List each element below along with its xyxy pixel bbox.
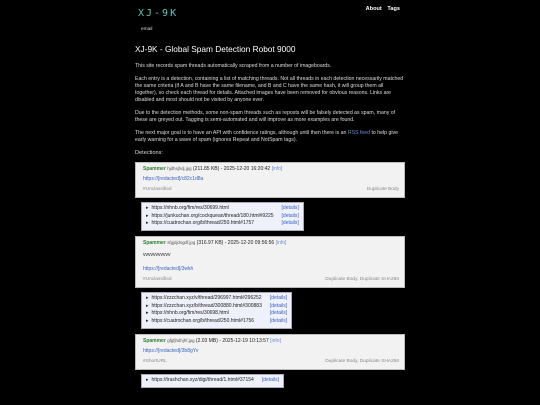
false-positive-paragraph: Due to the detection methods, some non-spam threads such as reposts will be falsely detected as spam, many of these are greyed out. Tagging is semi-automated and will improve as more examples are found.	[135, 110, 396, 124]
explanation-paragraph: Each entry is a detection, containing a list of matching threads. Not all threads in each detection necessarily matched the same criteria (if A and B have the same filename, and B and C have the same hash, it will group them all together), so check each thread for details. Attached images have been removed for obvious reasons. Links are disabled and most should not be visited by anyone ever.	[135, 76, 404, 104]
file-meta: (316.97 KB) - 2025-12-20 09:56:56	[196, 240, 275, 247]
rss-feed-link[interactable]: RSS feed	[347, 130, 371, 137]
file-meta: (211.85 KB) - 2025-12-20 16:20:42	[193, 165, 271, 172]
thread-row	[146, 213, 299, 221]
thread-row	[146, 310, 287, 318]
filename: sfgjdjdsgdf.jpg	[167, 240, 196, 246]
details-link[interactable]: [details]	[269, 310, 288, 317]
thread-url: https://zzzchan.xyz/v/thread/296997.html#296252	[151, 294, 262, 301]
detections-heading: Detections:	[135, 150, 163, 157]
site-header	[0, 0, 540, 36]
expand-arrow-icon[interactable]: ▸	[146, 220, 149, 227]
info-link[interactable]: [info]	[270, 337, 281, 344]
post-body: vvvvvvvvvvv	[143, 251, 171, 258]
thread-url: https://junkuchan.org/cockquean/thread/180.html#9225	[151, 212, 274, 219]
details-link[interactable]: [details]	[261, 376, 280, 383]
redacted-link: https://[redacted]/3b8gYv	[143, 347, 199, 354]
filename: gfgfjhdhjhf.jpg	[167, 337, 195, 343]
details-link[interactable]: [details]	[269, 294, 288, 301]
rss-paragraph: The next major goal is to have an API with confidence ratings, although until then there is an RSS feed to help give early warning for a wave of spam (ignores Repeat and NotSpam tags).	[135, 130, 399, 144]
detection-card	[135, 236, 405, 288]
thread-row	[146, 318, 287, 326]
page-title: XJ-9K - Global Spam Detection Robot 9000	[135, 44, 296, 54]
details-link[interactable]: [details]	[281, 204, 299, 211]
nav-about-link[interactable]: About	[365, 6, 382, 12]
match-reason: Duplicate Body	[366, 187, 399, 193]
thread-row	[146, 377, 279, 385]
detection-card	[135, 162, 405, 198]
thread-row	[146, 220, 299, 228]
details-link[interactable]: [details]	[281, 212, 299, 219]
detection-card	[135, 334, 405, 370]
redacted-link: https://[redacted]/3wkh	[143, 265, 194, 272]
filename: hjdhsjhdj.jpg	[167, 165, 192, 171]
expand-arrow-icon[interactable]: ▸	[146, 302, 149, 309]
top-nav	[362, 6, 400, 14]
match-reason: Duplicate Body, Duplicate SHA256	[325, 359, 399, 365]
site-logo[interactable]: XJ-9K	[138, 8, 179, 19]
expand-arrow-icon[interactable]: ▸	[146, 294, 149, 301]
tag-label[interactable]: #Unclassified	[143, 187, 172, 193]
expand-arrow-icon[interactable]: ▸	[146, 212, 149, 219]
match-reason: Duplicate Body, Duplicate SHA256	[325, 277, 399, 283]
thread-url: https://trashchan.xyz/digi/thread/1.html#37154	[151, 376, 254, 383]
expand-arrow-icon[interactable]: ▸	[146, 204, 149, 211]
info-link[interactable]: [info]	[275, 240, 287, 247]
thread-row	[146, 303, 287, 311]
thread-row	[146, 295, 287, 303]
spammer-label: Spammer	[143, 240, 166, 247]
expand-arrow-icon[interactable]: ▸	[146, 318, 149, 325]
thread-list	[141, 292, 292, 329]
expand-arrow-icon[interactable]: ▸	[146, 310, 149, 317]
thread-url: https://cuatrochan.org/b/thread/250.html#1756	[151, 318, 255, 325]
thread-list	[141, 374, 284, 388]
main-content	[135, 44, 405, 393]
email-link[interactable]: email	[141, 27, 153, 32]
thread-url: https://nhnb.org/fim/res/30699.html	[151, 204, 229, 211]
nav-tags-link[interactable]: Tags	[387, 6, 400, 12]
redacted-link: https://[redacted]/c82c1d8a	[143, 175, 204, 182]
info-link[interactable]: [info]	[271, 165, 283, 172]
thread-url: https://cuatrochan.org/b/thread/250.html#1757	[151, 220, 255, 227]
details-link[interactable]: [details]	[269, 318, 288, 325]
thread-row	[146, 205, 299, 213]
thread-url: https://zzzchan.xyz/b/thread/300880.html#300883	[151, 302, 262, 309]
details-link[interactable]: [details]	[281, 220, 299, 227]
spammer-label: Spammer	[143, 165, 166, 172]
thread-url: https://nhnb.org/fim/res/30698.html	[151, 310, 229, 317]
file-meta: (2.03 MB) - 2025-12-19 10:13:57	[195, 337, 269, 344]
thread-list	[141, 202, 304, 231]
tag-label[interactable]: #ShortURL	[143, 359, 167, 365]
intro-paragraph: This site records spam threads automatically scraped from a number of imageboards.	[135, 63, 332, 70]
spammer-label: Spammer	[143, 337, 166, 344]
details-link[interactable]: [details]	[269, 302, 288, 309]
tag-label[interactable]: #Unclassified	[143, 277, 172, 283]
expand-arrow-icon[interactable]: ▸	[146, 376, 149, 383]
